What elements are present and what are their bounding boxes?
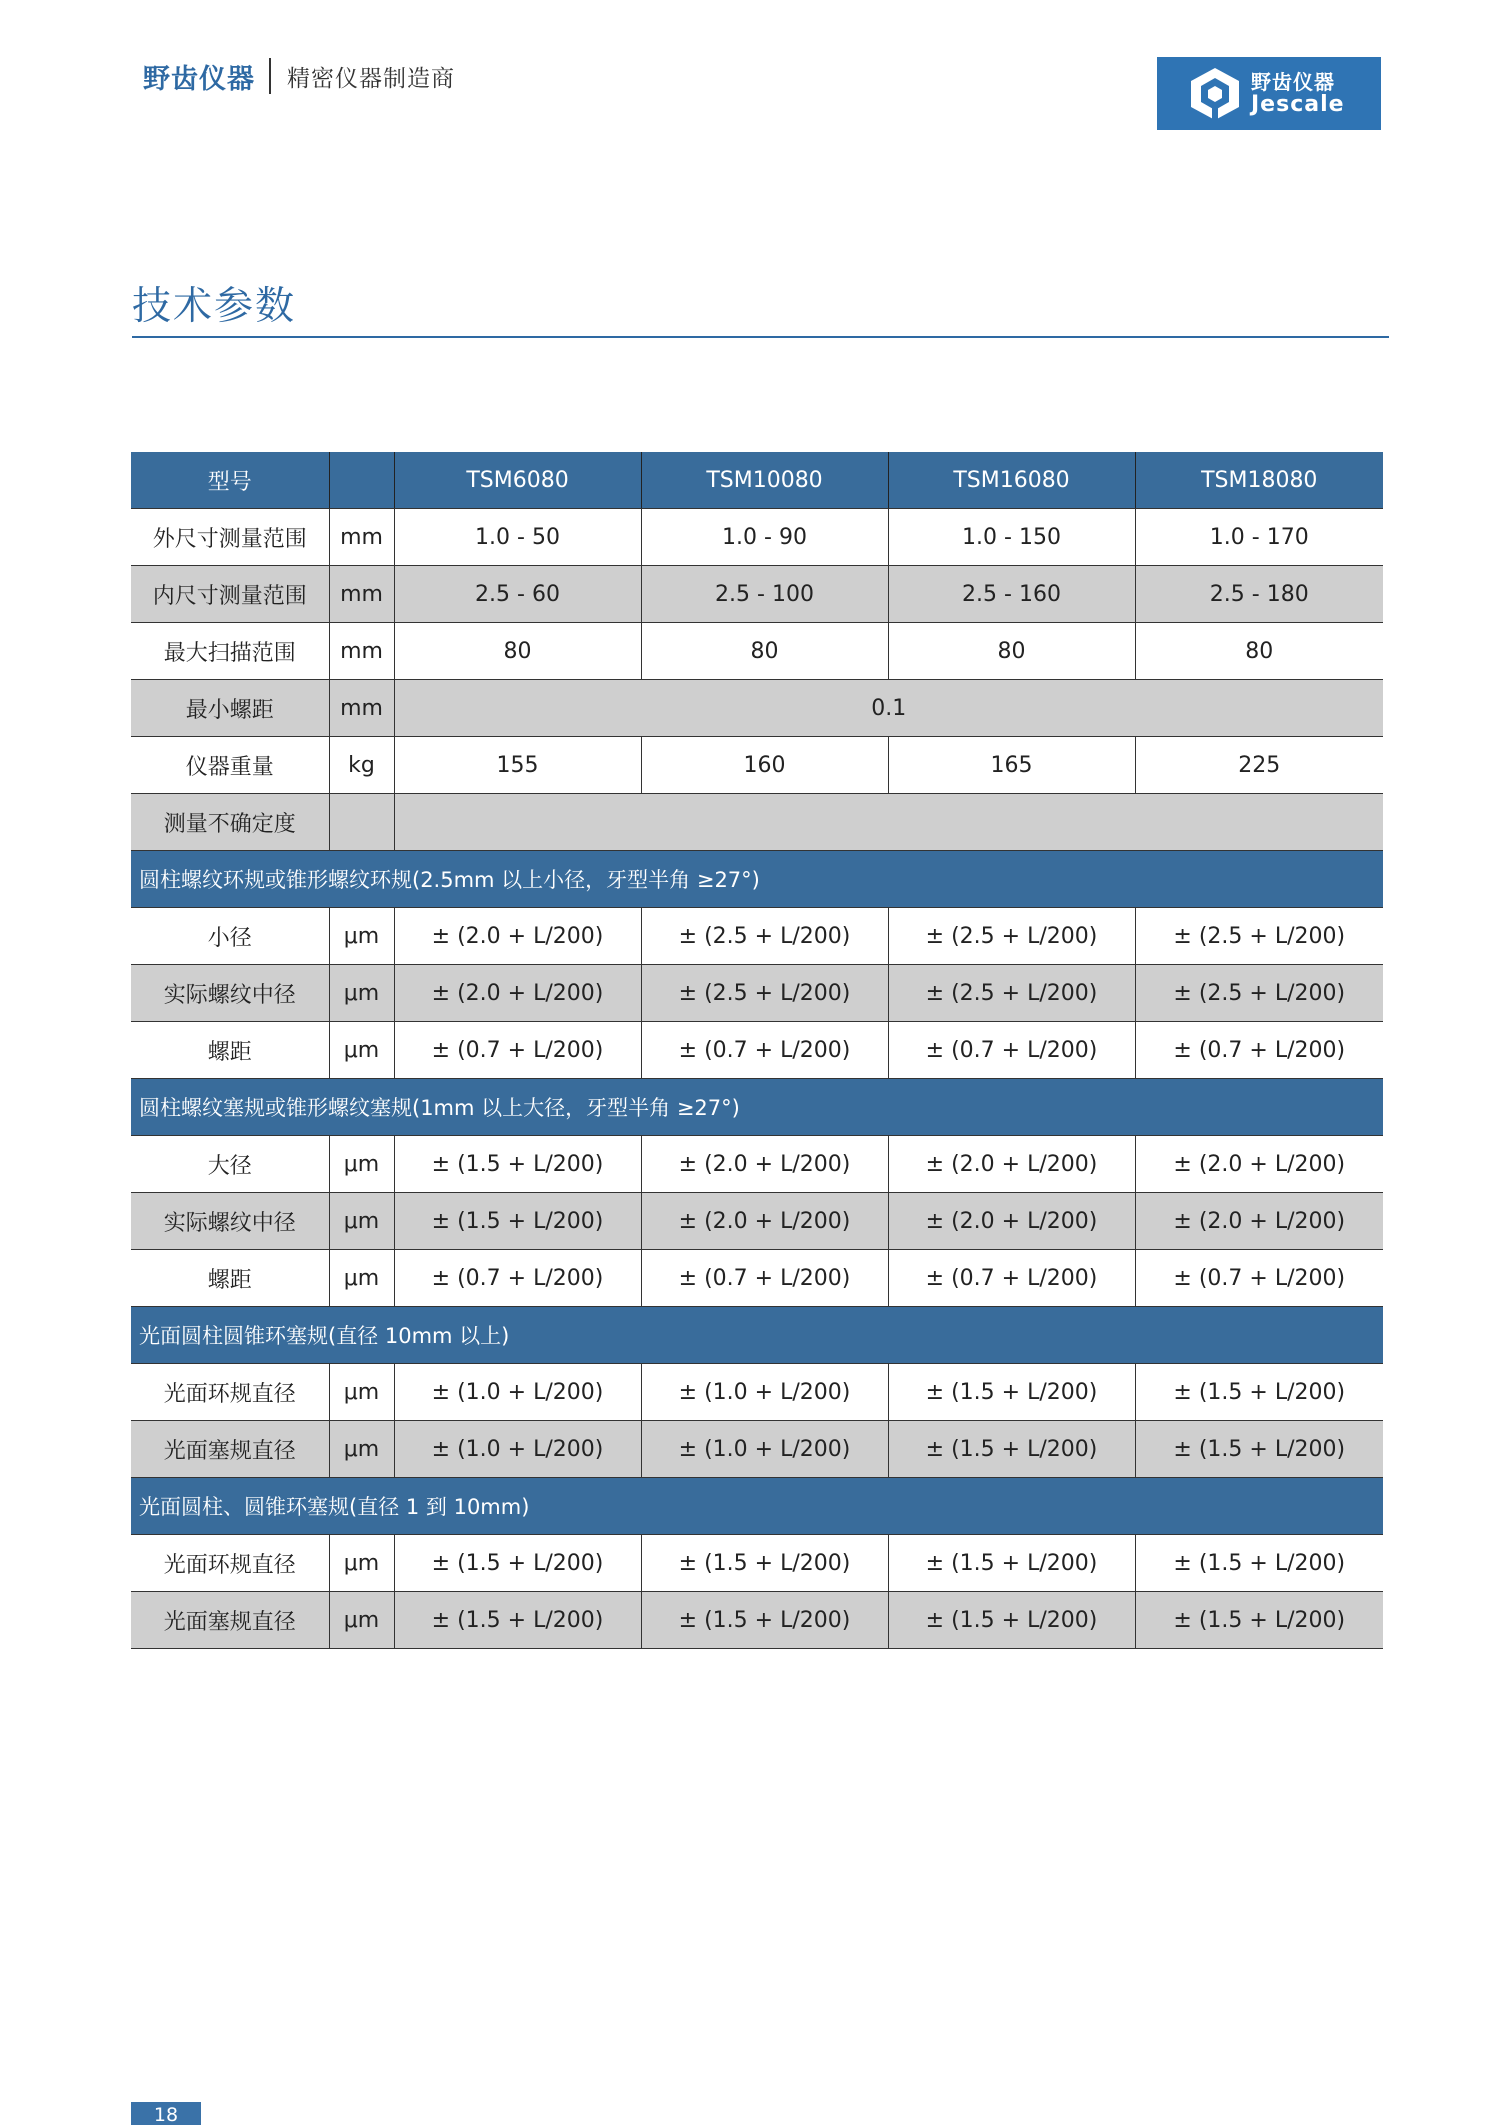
value-cell: ± (0.7 + L/200) bbox=[1135, 1250, 1383, 1307]
page-number: 18 bbox=[131, 2102, 201, 2125]
value-cell: ± (0.7 + L/200) bbox=[641, 1250, 888, 1307]
row-label-cell: 螺距 bbox=[131, 1250, 329, 1307]
group-title-cell: 光面圆柱、圆锥环塞规(直径 1 到 10mm) bbox=[131, 1478, 1383, 1535]
brand-tagline: 精密仪器制造商 bbox=[287, 65, 455, 92]
brand-divider bbox=[269, 58, 271, 94]
value-cell: ± (1.5 + L/200) bbox=[888, 1421, 1135, 1478]
brand-name: 野齿仪器 bbox=[143, 63, 255, 95]
unit-cell: μm bbox=[329, 1592, 394, 1649]
group-header-row bbox=[131, 1079, 1383, 1136]
value-cell: 160 bbox=[641, 737, 888, 794]
value-cell: ± (2.0 + L/200) bbox=[394, 965, 641, 1022]
table-row bbox=[131, 1421, 1383, 1478]
table-row bbox=[131, 509, 1383, 566]
table-row bbox=[131, 1136, 1383, 1193]
model-header-cell: TSM18080 bbox=[1135, 452, 1383, 509]
row-label-cell: 实际螺纹中径 bbox=[131, 1193, 329, 1250]
row-label-cell: 光面环规直径 bbox=[131, 1535, 329, 1592]
row-label-cell: 螺距 bbox=[131, 1022, 329, 1079]
group-header-row bbox=[131, 1307, 1383, 1364]
value-cell: ± (2.5 + L/200) bbox=[888, 908, 1135, 965]
value-cell: ± (1.0 + L/200) bbox=[641, 1421, 888, 1478]
table-row bbox=[131, 1535, 1383, 1592]
row-label-cell: 光面环规直径 bbox=[131, 1364, 329, 1421]
value-cell: ± (2.0 + L/200) bbox=[1135, 1136, 1383, 1193]
value-cell: 2.5 - 180 bbox=[1135, 566, 1383, 623]
group-title-cell: 光面圆柱圆锥环塞规(直径 10mm 以上) bbox=[131, 1307, 1383, 1364]
row-label-cell: 光面塞规直径 bbox=[131, 1421, 329, 1478]
group-header-row bbox=[131, 1478, 1383, 1535]
table-row bbox=[131, 623, 1383, 680]
row-label-cell: 内尺寸测量范围 bbox=[131, 566, 329, 623]
row-label-cell: 外尺寸测量范围 bbox=[131, 509, 329, 566]
value-cell: 80 bbox=[641, 623, 888, 680]
table-row bbox=[131, 680, 1383, 737]
value-cell: 80 bbox=[1135, 623, 1383, 680]
unit-cell: mm bbox=[329, 680, 394, 737]
unit-cell: μm bbox=[329, 1364, 394, 1421]
value-cell: ± (1.5 + L/200) bbox=[641, 1592, 888, 1649]
value-cell: ± (2.5 + L/200) bbox=[888, 965, 1135, 1022]
value-cell: ± (1.0 + L/200) bbox=[641, 1364, 888, 1421]
unit-cell: μm bbox=[329, 908, 394, 965]
row-label-cell: 小径 bbox=[131, 908, 329, 965]
unit-cell: μm bbox=[329, 1535, 394, 1592]
value-cell: ± (1.5 + L/200) bbox=[394, 1193, 641, 1250]
value-cell: ± (1.5 + L/200) bbox=[888, 1592, 1135, 1649]
value-cell: ± (2.0 + L/200) bbox=[641, 1193, 888, 1250]
unit-cell: mm bbox=[329, 509, 394, 566]
value-cell: ± (2.5 + L/200) bbox=[1135, 908, 1383, 965]
value-cell: ± (2.5 + L/200) bbox=[641, 908, 888, 965]
value-cell: 1.0 - 50 bbox=[394, 509, 641, 566]
section-title: 技术参数 bbox=[132, 284, 297, 329]
value-cell: ± (1.5 + L/200) bbox=[1135, 1592, 1383, 1649]
value-cell: ± (2.0 + L/200) bbox=[641, 1136, 888, 1193]
unit-cell bbox=[329, 794, 394, 851]
unit-cell: μm bbox=[329, 1136, 394, 1193]
value-cell: 1.0 - 150 bbox=[888, 509, 1135, 566]
value-cell: ± (1.5 + L/200) bbox=[1135, 1421, 1383, 1478]
table-row bbox=[131, 794, 1383, 851]
value-cell: ± (1.5 + L/200) bbox=[1135, 1535, 1383, 1592]
table-header-row bbox=[131, 452, 1383, 509]
value-cell: ± (1.0 + L/200) bbox=[394, 1364, 641, 1421]
row-label-cell: 大径 bbox=[131, 1136, 329, 1193]
table-row bbox=[131, 1592, 1383, 1649]
row-label-cell: 最小螺距 bbox=[131, 680, 329, 737]
value-cell: 225 bbox=[1135, 737, 1383, 794]
brand-header bbox=[143, 56, 455, 96]
group-header-row bbox=[131, 851, 1383, 908]
model-header-cell: TSM6080 bbox=[394, 452, 641, 509]
title-divider bbox=[132, 336, 1389, 338]
value-cell: ± (1.5 + L/200) bbox=[641, 1535, 888, 1592]
logo-english-name: Jescale bbox=[1251, 91, 1345, 117]
value-cell: 80 bbox=[394, 623, 641, 680]
header-unit-cell bbox=[329, 452, 394, 509]
value-cell: 1.0 - 170 bbox=[1135, 509, 1383, 566]
table-row bbox=[131, 965, 1383, 1022]
table-row bbox=[131, 1193, 1383, 1250]
table-row bbox=[131, 1250, 1383, 1307]
model-header-cell: TSM16080 bbox=[888, 452, 1135, 509]
unit-cell: mm bbox=[329, 623, 394, 680]
table-row bbox=[131, 1364, 1383, 1421]
value-cell: ± (2.0 + L/200) bbox=[394, 908, 641, 965]
row-label-cell: 仪器重量 bbox=[131, 737, 329, 794]
value-cell: ± (0.7 + L/200) bbox=[641, 1022, 888, 1079]
value-cell: 2.5 - 100 bbox=[641, 566, 888, 623]
value-cell: ± (1.5 + L/200) bbox=[888, 1364, 1135, 1421]
unit-cell: μm bbox=[329, 1193, 394, 1250]
model-header-cell: TSM10080 bbox=[641, 452, 888, 509]
header-label-cell: 型号 bbox=[131, 452, 329, 509]
unit-cell: μm bbox=[329, 1022, 394, 1079]
value-cell: 1.0 - 90 bbox=[641, 509, 888, 566]
row-label-cell: 测量不确定度 bbox=[131, 794, 329, 851]
value-cell: 2.5 - 60 bbox=[394, 566, 641, 623]
value-cell: ± (1.5 + L/200) bbox=[394, 1592, 641, 1649]
value-cell: ± (1.5 + L/200) bbox=[394, 1136, 641, 1193]
value-cell: ± (2.0 + L/200) bbox=[1135, 1193, 1383, 1250]
value-cell: ± (0.7 + L/200) bbox=[394, 1250, 641, 1307]
table-row bbox=[131, 1022, 1383, 1079]
value-cell: 165 bbox=[888, 737, 1135, 794]
unit-cell: mm bbox=[329, 566, 394, 623]
value-cell: ± (0.7 + L/200) bbox=[394, 1022, 641, 1079]
unit-cell: kg bbox=[329, 737, 394, 794]
merged-value-cell: 0.1 bbox=[394, 680, 1383, 737]
table-row bbox=[131, 908, 1383, 965]
merged-value-cell bbox=[394, 794, 1383, 851]
value-cell: 155 bbox=[394, 737, 641, 794]
cube-logo-icon bbox=[1187, 64, 1243, 124]
value-cell: ± (0.7 + L/200) bbox=[1135, 1022, 1383, 1079]
value-cell: ± (2.0 + L/200) bbox=[888, 1193, 1135, 1250]
unit-cell: μm bbox=[329, 1250, 394, 1307]
spec-table bbox=[131, 452, 1383, 1649]
value-cell: ± (2.0 + L/200) bbox=[888, 1136, 1135, 1193]
group-title-cell: 圆柱螺纹环规或锥形螺纹环规(2.5mm 以上小径，牙型半角 ≥27°) bbox=[131, 851, 1383, 908]
value-cell: ± (1.5 + L/200) bbox=[888, 1535, 1135, 1592]
value-cell: ± (1.5 + L/200) bbox=[394, 1535, 641, 1592]
group-title-cell: 圆柱螺纹塞规或锥形螺纹塞规(1mm 以上大径，牙型半角 ≥27°) bbox=[131, 1079, 1383, 1136]
value-cell: 80 bbox=[888, 623, 1135, 680]
row-label-cell: 光面塞规直径 bbox=[131, 1592, 329, 1649]
value-cell: ± (1.0 + L/200) bbox=[394, 1421, 641, 1478]
company-logo bbox=[1157, 57, 1381, 130]
value-cell: ± (2.5 + L/200) bbox=[1135, 965, 1383, 1022]
value-cell: ± (0.7 + L/200) bbox=[888, 1250, 1135, 1307]
unit-cell: μm bbox=[329, 965, 394, 1022]
value-cell: ± (2.5 + L/200) bbox=[641, 965, 888, 1022]
logo-chinese-name: 野齿仪器 bbox=[1251, 69, 1335, 94]
value-cell: 2.5 - 160 bbox=[888, 566, 1135, 623]
value-cell: ± (0.7 + L/200) bbox=[888, 1022, 1135, 1079]
table-row bbox=[131, 566, 1383, 623]
unit-cell: μm bbox=[329, 1421, 394, 1478]
row-label-cell: 最大扫描范围 bbox=[131, 623, 329, 680]
table-row bbox=[131, 737, 1383, 794]
row-label-cell: 实际螺纹中径 bbox=[131, 965, 329, 1022]
value-cell: ± (1.5 + L/200) bbox=[1135, 1364, 1383, 1421]
